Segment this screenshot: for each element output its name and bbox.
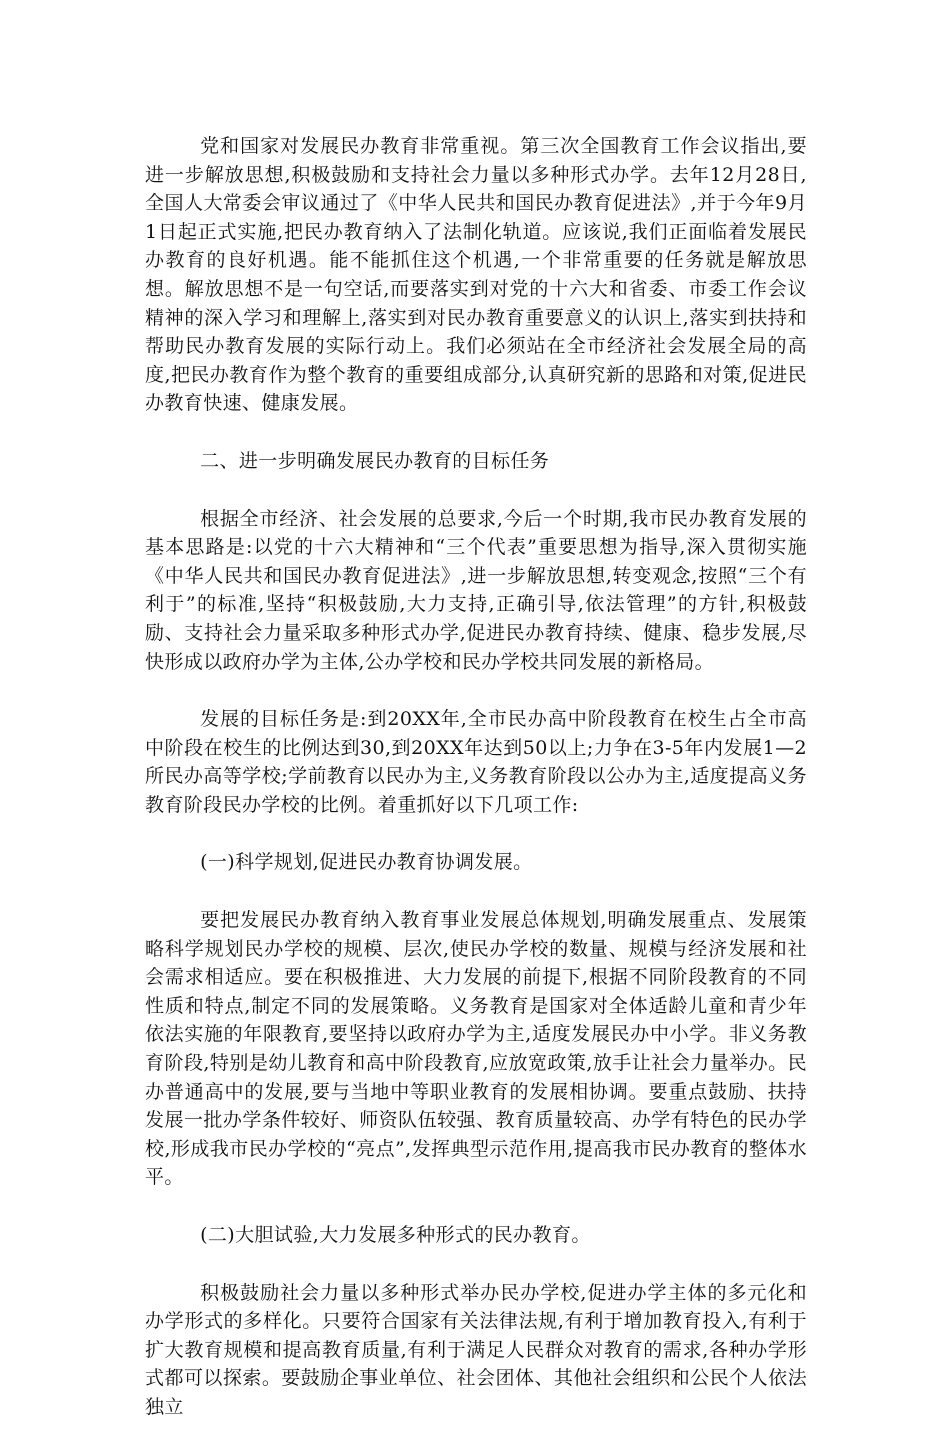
document-body <box>145 132 807 1451</box>
paragraph-planning: 要把发展民办教育纳入教育事业发展总体规划,明确发展重点、发展策略科学规划民办学校的规模、层次,使民办学校的数量、规模与经济发展和社会需求相适应。要在积极推进、大力发展的前提下,根据不同阶段教育的不同性质和特点,制定不同的发展策略。义务教育是国家对全体适龄儿童和青少年依法实施的年限教育,要坚持以政府办学为主,适度发展民办中小学。非义务教育阶段,特别是幼儿教育和高中阶段教育,应放宽政策,放手让社会力量举办。民办普通高中的发展,要与当地中等职业教育的发展相协调。要重点鼓励、扶持发展一批办学条件较好、师资队伍较强、教育质量较高、办学有特色的民办学校,形成我市民办学校的“亮点”,发挥典型示范作用,提高我市民办教育的整体水平。 <box>145 909 807 1189</box>
paragraph-targets: 发展的目标任务是:到20XX年,全市民办高中阶段教育在校生占全市高中阶段在校生的比例达到30,到20XX年达到50以上;力争在3-5年内发展1—2所民办高等学校;学前教育以民办为主,义务教育阶段以公办为主,适度提高义务教育阶段民办学校的比例。着重抓好以下几项工作: <box>145 708 807 816</box>
paragraph-basic-approach: 根据全市经济、社会发展的总要求,今后一个时期,我市民办教育发展的基本思路是:以党的十六大精神和“三个代表”重要思想为指导,深入贯彻实施《中华人民共和国民办教育促进法》,进一步解放思想,转变观念,按照“三个有利于”的标准,坚持“积极鼓励,大力支持,正确引导,依法管理”的方针,积极鼓励、支持社会力量采取多种形式办学,促进民办教育持续、健康、稳步发展,尽快形成以政府办学为主体,公办学校和民办学校共同发展的新格局。 <box>145 507 807 673</box>
subheading-2: (二)大胆试验,大力发展多种形式的民办教育。 <box>200 1224 591 1246</box>
paragraph-intro: 党和国家对发展民办教育非常重视。第三次全国教育工作会议指出,要进一步解放思想,积极鼓励和支持社会力量以多种形式办学。去年12月28日,全国人大常委会审议通过了《中华人民共和国民办教育促进法》,并于今年9月1日起正式实施,把民办教育纳入了法制化轨道。应该说,我们正面临着发展民办教育的良好机遇。能不能抓住这个机遇,一个非常重要的任务就是解放思想。解放思想不是一句空话,而要落实到对党的十六大和省委、市委工作会议精神的深入学习和理解上,落实到对民办教育重要意义的认识上,落实到扶持和帮助民办教育发展的实际行动上。我们必须站在全市经济社会发展全局的高度,把民办教育作为整个教育的重要组成部分,认真研究新的思路和对策,促进民办教育快速、健康发展。 <box>145 135 807 415</box>
subheading-1: (一)科学规划,促进民办教育协调发展。 <box>200 851 533 874</box>
paragraph-diverse-forms: 积极鼓励社会力量以多种形式举办民办学校,促进办学主体的多元化和办学形式的多样化。只要符合国家有关法律法规,有利于增加教育投入,有利于扩大教育规模和提高教育质量,有利于满足人民群众对教育的需求,各种办学形式都可以探索。要鼓励企事业单位、社会团体、其他社会组织和公民个人依法独立 <box>145 1281 807 1418</box>
section-heading-2: 二、进一步明确发展民办教育的目标任务 <box>200 449 550 472</box>
